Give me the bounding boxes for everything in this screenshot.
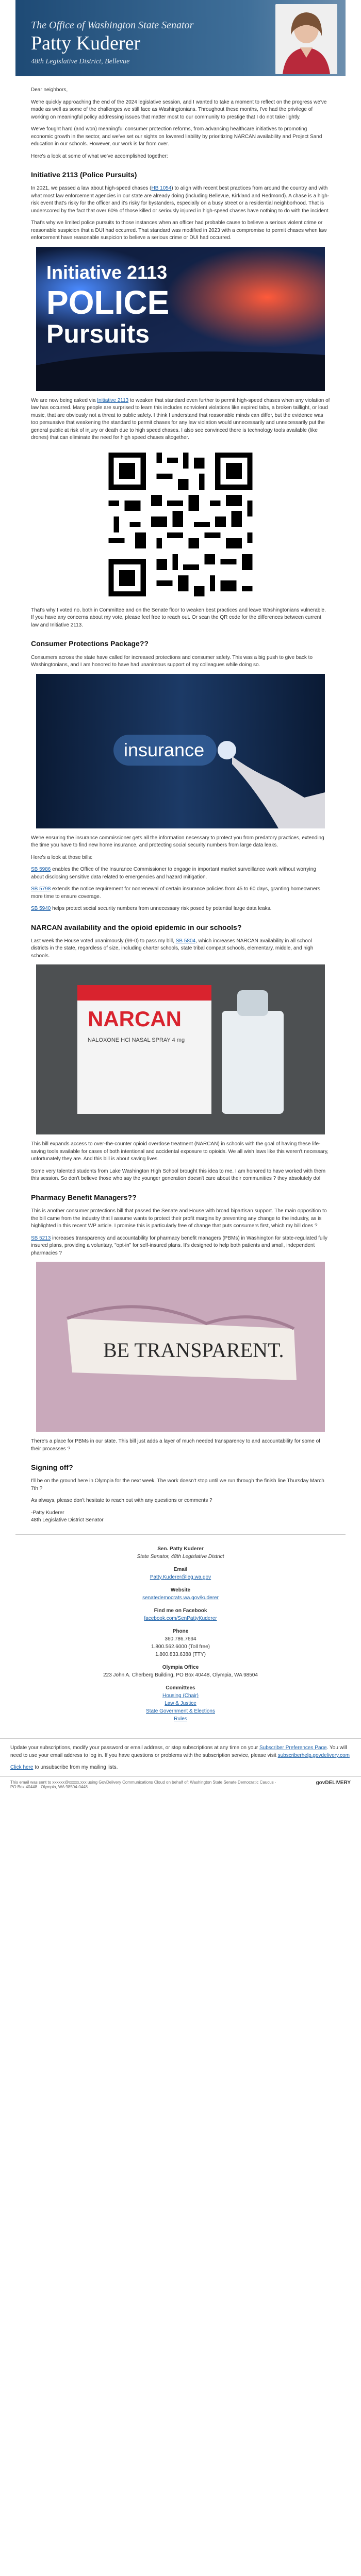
sb5213-link[interactable]: SB 5213 <box>31 1235 51 1241</box>
footer-committees-label: Committees <box>166 1685 195 1691</box>
police-pursuits-image <box>36 247 325 391</box>
committee-link-housing[interactable]: Housing (Chair) <box>162 1692 199 1699</box>
initiative-paragraph-1: In 2021, we passed a law about high-speed chases (HB 1054) to align with recent best practices from around the country and with what most law enforcement agencies in our state are already doing (including Bellevue, Kirkland and Redmond). A chase is a high-risk event that's risky for the officer and it's risky for bystanders, especially on a busy street or a residential neighborhood. That is underscored by the fact that over 60% of those killed or seriously injured in high-speed chases have nothing to do with the incident. <box>31 185 330 214</box>
signoff-name: -Patty Kuderer <box>31 1510 64 1516</box>
header-district: 48th Legislative District, Bellevue <box>31 58 130 65</box>
header-banner <box>15 0 346 76</box>
initiative-paragraph-2: That's why we limited police pursuits to those instances when an officer had probable cause to believe a serious violent crime or reasonable suspicion that a DUI had occurred. That standard was modified in 2023 with a compromise to permit chases when law enforcement have reasonable suspicion to believe a serious crime or DUI had occurred. <box>31 220 327 241</box>
footer-facebook-label: Find me on Facebook <box>154 1607 207 1614</box>
signoff-title: 48th Legislative District Senator <box>31 1517 104 1523</box>
be-transparent-image-word: BE TRANSPARENT. <box>103 1338 284 1362</box>
subscriberhelp-link[interactable]: subscriberhelp.govdelivery.com <box>277 1752 350 1758</box>
narcan-paragraph-3: Some very talented students from Lake Washington High School brought this idea to me. I am honored to have worked with them this session. So don't believe those who say the younger generation doesn't care about their communities ? they absolutely do! <box>31 1168 326 1182</box>
footer-facebook-link[interactable]: facebook.com/SenPattyKuderer <box>144 1615 217 1621</box>
email-container <box>15 0 346 1738</box>
subscriber-preferences-link[interactable]: Subscriber Preferences Page <box>259 1744 327 1751</box>
hb1054-link[interactable]: HB 1054 <box>151 185 172 192</box>
footer-phone-3: 1.800.833.6388 (TTY) <box>155 1651 206 1657</box>
narcan-image-subtitle: NALOXONE HCl NASAL SPRAY 4 mg <box>88 1037 185 1044</box>
narcan-paragraph-1: Last week the House voted unanimously (99-0) to pass my bill, SB 5804, which increases NARCAN availability in all school districts in the state, regardless of size, including charter schools, state tribal compact schools, elementary, middle, and high schools. <box>31 938 314 959</box>
committee-link-law-justice[interactable]: Law & Justice <box>165 1700 196 1706</box>
pbm-paragraph-2: SB 5213 increases transparency and accountability for pharmacy benefit managers (PBMs) in Washington for state-regulated fully insured plans, providing a voluntary, "opt-in" for self-insured plans. It's designed to help both patients and small, independent pharmacies ? <box>31 1235 327 1256</box>
initiative-2113-link[interactable]: Initiative 2113 <box>97 397 129 403</box>
delivery-info-text: This email was sent to xxxxxx@xxxxx.xxx using GovDelivery Communications Cloud on behalf of: Washington State Senate Democratic Caucus · PO Box 40448 · Olympia, WA 98504-0448 <box>10 1780 276 1789</box>
initiative-paragraph-3: We are now being asked via Initiative 2113 to weaken that standard even further to permit high-speed chases when any violation of law has occurred. Many people are surprised to learn this includes nonviolent violations like expired tabs, a broken taillight, or loud music, that are obviously not a threat to public safety. I think I understand that reasonable minds can differ, but the evidence was too persuasive that weakening the standard to permit chases for any law violation would unnecessarily and unnecessarily put the general public at risk of injury or death due to high speed chases. I also see convinced there is technology tools available (like drones) that can eliminate the need for high speed chases altogether. <box>31 397 330 441</box>
govdelivery-logo: govDELIVERY <box>316 1780 351 1786</box>
sb5940-link[interactable]: SB 5940 <box>31 906 51 912</box>
consumer-paragraph-2: We're ensuring the insurance commissioner gets all the information necessary to protect you from predatory practices, extending the time you have to find new home insurance, and protecting social security numbers from large data leaks. <box>31 835 324 849</box>
senator-photo <box>275 4 337 74</box>
footer <box>15 1535 346 1738</box>
insurance-image <box>36 674 325 828</box>
footer-website-link[interactable]: senatedemocrats.wa.gov/kuderer <box>142 1595 219 1601</box>
email-body <box>15 76 346 1534</box>
header-title-prefix: The Office of Washington State Senator <box>31 20 194 31</box>
greeting: Dear neighbors, <box>31 87 68 93</box>
footer-email-link[interactable]: Patty.Kuderer@leg.wa.gov <box>150 1574 211 1580</box>
be-transparent-image <box>36 1262 325 1432</box>
narcan-paragraph-2: This bill expands access to over-the-counter opioid overdose treatment (NARCAN) in schools with the goal of having these life-saving tools available for cases of both intentional and accidental exposure to opioids. We all wish laws like this weren't necessary, unfortunately they are. And this bill is about saving lives. <box>31 1141 329 1162</box>
sb5804-link[interactable]: SB 5804 <box>175 938 196 944</box>
signoff-paragraph-1: I'll be on the ground here in Olympia for the next week. The work doesn't stop until we run through the finish line Thursday March 7th ? <box>31 1478 324 1492</box>
insurance-image-word: insurance <box>124 739 205 760</box>
sb5986-link[interactable]: SB 5986 <box>31 867 51 873</box>
narcan-image-word: NARCAN <box>88 1007 182 1031</box>
intro-paragraph-3: Here's a look at some of what we've accomplished together: <box>31 153 168 159</box>
consumer-paragraph-1: Consumers across the state have called for increased protections and consumer safety. This was a big push to give back to Washingtonians, and I am honored to have had unanimous support of my colleagues while doing so. <box>31 654 313 668</box>
section-title-signoff: Signing off? <box>31 1463 73 1472</box>
consumer-paragraph-3: Here's a look at those bills: <box>31 854 93 860</box>
footer-phone-1: 360.786.7694 <box>165 1636 196 1642</box>
unsubscribe-link[interactable]: Click here <box>10 1764 34 1770</box>
qr-code[interactable] <box>103 447 258 602</box>
footer-phone-2: 1.800.562.6000 (Toll free) <box>151 1643 210 1650</box>
committee-link-state-government[interactable]: State Government & Elections <box>146 1708 215 1714</box>
footer-office-label: Olympia Office <box>162 1664 199 1670</box>
header-name: Patty Kuderer <box>31 32 141 54</box>
police-image-title-3: Pursuits <box>46 319 150 348</box>
bill-sb5940: SB 5940 helps protect social security numbers from unnecessary risk posed by potential large data leaks. <box>31 906 272 912</box>
pbm-paragraph-3: There's a place for PBMs in our state. This bill just adds a layer of much needed transparency to and accountability for some of their processes ? <box>31 1438 320 1452</box>
police-image-title-1: Initiative 2113 <box>46 261 168 283</box>
footer-senator-role: State Senator, 48th Legislative District <box>137 1553 224 1560</box>
footer-senator-name: Sen. Patty Kuderer <box>157 1546 204 1552</box>
section-title-initiative: Initiative 2113 (Police Pursuits) <box>31 171 137 179</box>
footer-phone-label: Phone <box>172 1628 189 1634</box>
sb5798-link[interactable]: SB 5798 <box>31 886 51 892</box>
bill-sb5986: SB 5986 enables the Office of the Insurance Commissioner to engage in important market surveillance work without worrying about disclosing sensitive data related to emergencies and hazard mitigation. <box>31 867 316 880</box>
delivery-info <box>0 1777 361 1792</box>
footer-website-label: Website <box>170 1587 191 1593</box>
subscription-notice: Update your subscriptions, modify your password or email address, or stop subscriptions at any time on your Subscriber Preferences Page. You will need to use your email address to log in. If you have questions or problems with the subscription service, please visit subscriberhelp.govdelivery.com Click here to unsubscribe from my mailing lists. <box>10 1744 350 1770</box>
footer-office-address: 223 John A. Cherberg Building, PO Box 40448, Olympia, WA 98504 <box>103 1672 258 1678</box>
intro-paragraph-1: We're quickly approaching the end of the 2024 legislative session, and I wanted to take a moment to reflect on the progress we've made as well as some of the challenges we still face as Washingtonians. Throughout these months, I've had the privilege of working on meaningful policy addressing issues that matter most to our community to prestige that I do not take lightly. <box>31 99 327 120</box>
bill-sb5798: SB 5798 extends the notice requirement for nonrenewal of certain insurance policies from 45 to 60 days, granting homeowners more time to ensure coverage. <box>31 886 320 900</box>
pbm-paragraph-1: This is another consumer protections bill that passed the Senate and House with broad bipartisan support. The main opposition to the bill came from the industry that I assume wants to protect their profit margins by preventing any change to the industry, as is highlighted in this recent WP article. I promise this is particularly free of change that puts consumers first, which my bill does ? <box>31 1208 327 1229</box>
committee-link-rules[interactable]: Rules <box>174 1716 187 1722</box>
footer-email-label: Email <box>173 1566 188 1572</box>
intro-paragraph-2: We've fought hard (and won) meaningful consumer protection reforms, from advancing healthcare initiatives to promoting economic growth in the sector, and we've set our sights on lowered liability by prioritizing NARCAN availability and Project Sand education in our schools. However, our work is far from over. <box>31 126 322 147</box>
narcan-image <box>36 964 325 1134</box>
section-title-consumer: Consumer Protections Package?? <box>31 639 149 648</box>
initiative-paragraph-4: That's why I voted no, both in Committee and on the Senate floor to weaken best practices and leave Washingtonians vulnerable. If you have any concerns about my vote, please feel free to reach out. Or scan the QR code for the differences between current law and Initiative 2113. <box>31 607 326 628</box>
signoff-paragraph-2: As always, please don't hesitate to reach out with any questions or comments ? <box>31 1498 212 1504</box>
section-title-narcan: NARCAN availability and the opioid epidemic in our schools? <box>31 923 242 931</box>
police-image-title-2: POLICE <box>46 283 170 321</box>
section-title-pbm: Pharmacy Benefit Managers?? <box>31 1193 137 1201</box>
